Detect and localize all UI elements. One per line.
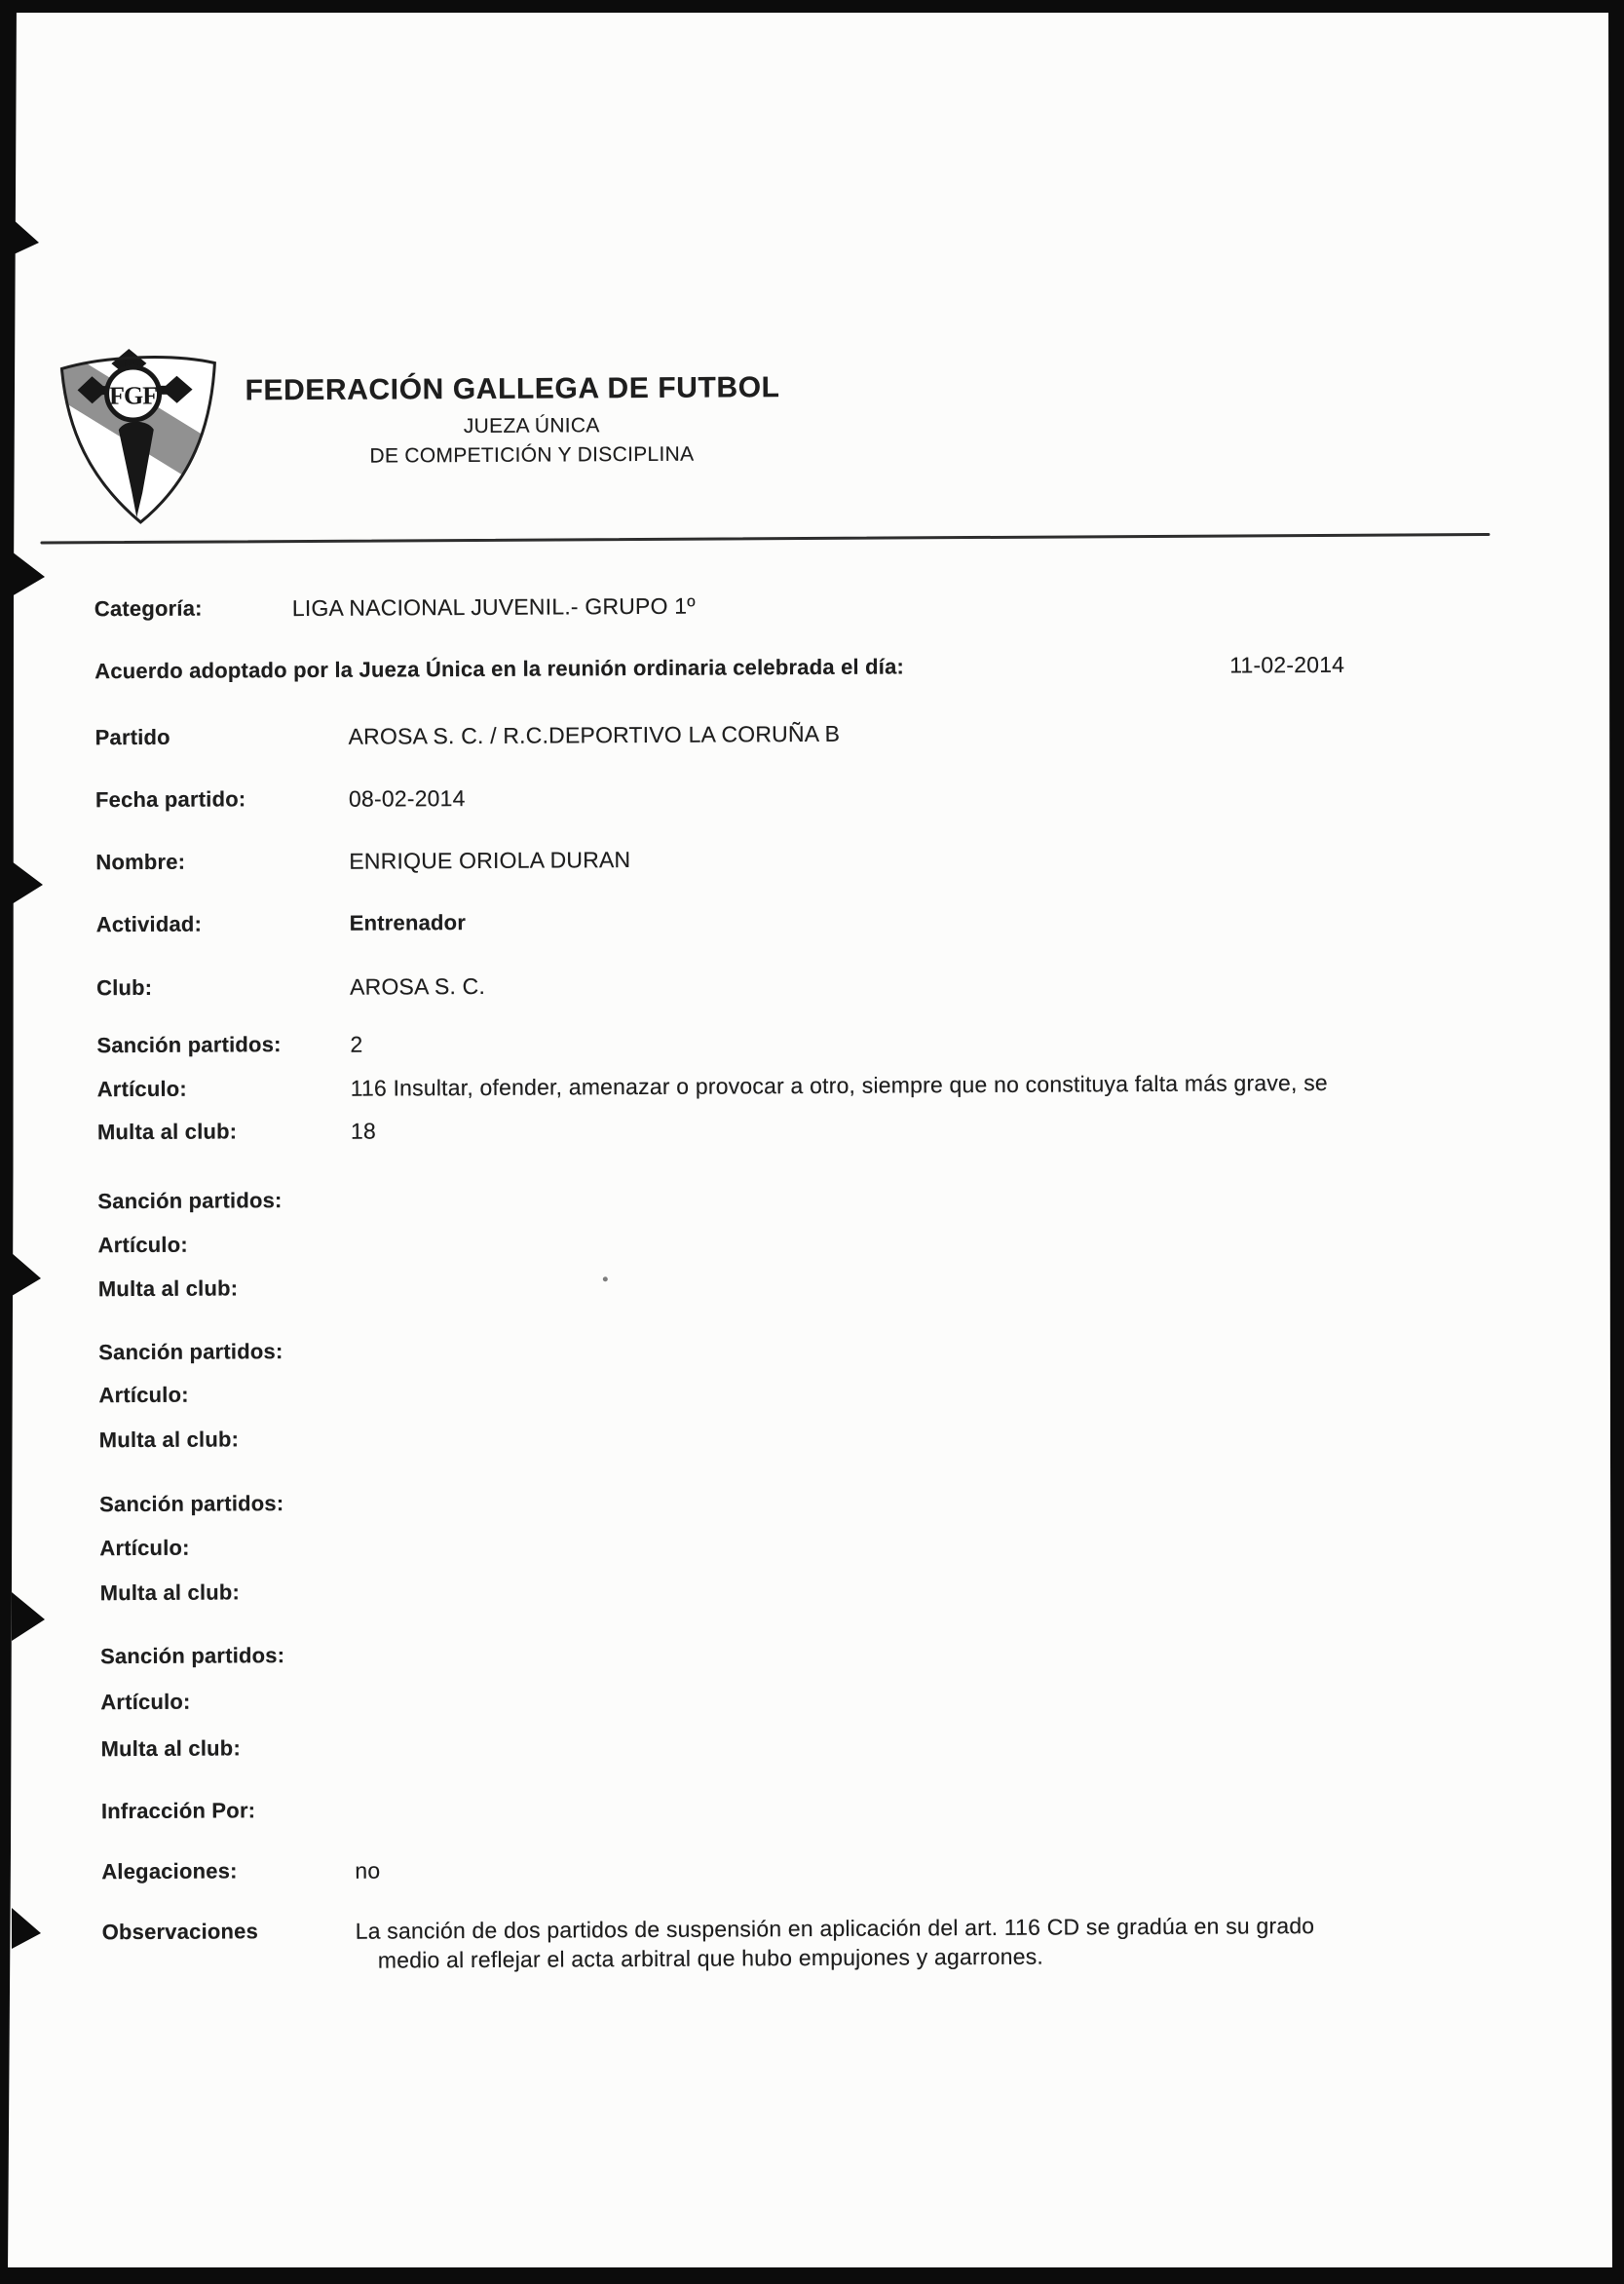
field-row-sancion-partidos-4 [2, 1483, 1624, 1522]
field-row-categoria [0, 588, 1621, 627]
field-value: Entrenador [349, 910, 467, 935]
organization-name: FEDERACIÓN GALLEGA DE FUTBOL [245, 371, 780, 407]
field-label: Artículo: [96, 1076, 187, 1102]
field-row-articulo-5 [3, 1681, 1624, 1720]
header-divider-rule [40, 533, 1490, 545]
field-row-multa-2 [1, 1268, 1624, 1307]
field-label: Fecha partido: [94, 786, 246, 813]
field-label: Multa al club: [98, 1427, 240, 1453]
field-row-articulo-2 [1, 1224, 1624, 1263]
field-label: Artículo: [99, 1535, 190, 1561]
field-row-articulo-3 [1, 1374, 1624, 1413]
field-label: Nombre: [95, 849, 186, 875]
field-label: Infracción Por: [100, 1798, 256, 1824]
field-row-sancion-partidos-1 [0, 1024, 1623, 1063]
field-row-observaciones [5, 1911, 1624, 1950]
field-value: no [355, 1857, 381, 1884]
field-value-date: 11-02-2014 [1229, 651, 1345, 678]
federation-crest-logo [54, 334, 230, 530]
scan-speck-artifact [603, 1276, 608, 1281]
field-row-infraccion [4, 1790, 1624, 1829]
field-value: 18 [350, 1118, 376, 1144]
field-label: Alegaciones: [101, 1858, 238, 1884]
field-label: Sanción partidos: [99, 1491, 284, 1517]
field-row-actividad [0, 903, 1623, 942]
field-row-multa-3 [2, 1419, 1624, 1458]
field-row-sancion-partidos-2 [0, 1180, 1624, 1219]
field-row-nombre [0, 841, 1622, 880]
field-row-club [0, 967, 1623, 1006]
field-row-articulo-1 [0, 1068, 1624, 1107]
field-row-multa-4 [3, 1572, 1624, 1611]
field-label: Artículo: [98, 1382, 189, 1408]
field-row-partido [0, 716, 1622, 755]
field-label: Sanción partidos: [96, 1032, 282, 1058]
field-value: AROSA S. C. / R.C.DEPORTIVO LA CORUÑA B [348, 720, 841, 749]
department-line-1: JUEZA ÚNICA [463, 414, 600, 438]
field-value: 2 [350, 1031, 363, 1057]
field-label: Artículo: [100, 1689, 191, 1715]
field-label: Sanción partidos: [98, 1339, 283, 1365]
department-line-2: DE COMPETICIÓN Y DISCIPLINA [369, 442, 695, 468]
field-label: Multa al club: [97, 1275, 239, 1302]
field-label: Club: [96, 974, 153, 1001]
field-label: Multa al club: [99, 1580, 241, 1606]
field-value: 08-02-2014 [348, 785, 466, 812]
field-row-multa-1 [0, 1111, 1624, 1150]
field-value-line2: medio al reflejar el acta arbitral que hubo empujones y agarrones. [377, 1943, 1044, 1973]
field-value: AROSA S. C. [349, 972, 486, 1000]
field-row-acuerdo [0, 650, 1621, 689]
field-label: Acuerdo adoptado por la Jueza Única en la reunión ordinaria celebrada el día: [94, 654, 905, 684]
field-label: Observaciones [101, 1919, 259, 1945]
field-label: Multa al club: [100, 1735, 242, 1762]
field-label: Categoría: [94, 595, 203, 622]
field-value: La sanción de dos partidos de suspensión en aplicación del art. 116 CD se gradúa en su grado [355, 1913, 1315, 1944]
field-row-sancion-partidos-5 [3, 1635, 1624, 1674]
field-row-alegaciones [4, 1850, 1624, 1889]
field-row-multa-5 [4, 1728, 1624, 1767]
field-label: Multa al club: [96, 1119, 238, 1145]
field-label: Partido [94, 724, 170, 750]
field-row-fecha-partido [0, 779, 1622, 818]
field-row-articulo-4 [2, 1527, 1624, 1566]
field-value: ENRIQUE ORIOLA DURAN [349, 847, 631, 874]
crest-monogram-text: FGF [108, 381, 158, 410]
field-row-sancion-partidos-3 [1, 1331, 1624, 1370]
field-label: Artículo: [97, 1232, 188, 1258]
field-value: LIGA NACIONAL JUVENIL.- GRUPO 1º [291, 592, 696, 622]
field-label: Actividad: [95, 911, 203, 937]
field-label: Sanción partidos: [97, 1188, 283, 1214]
field-label: Sanción partidos: [99, 1643, 285, 1669]
field-value: 116 Insultar, ofender, amenazar o provocar a otro, siempre que no constituya falta más grave, se [350, 1069, 1328, 1101]
